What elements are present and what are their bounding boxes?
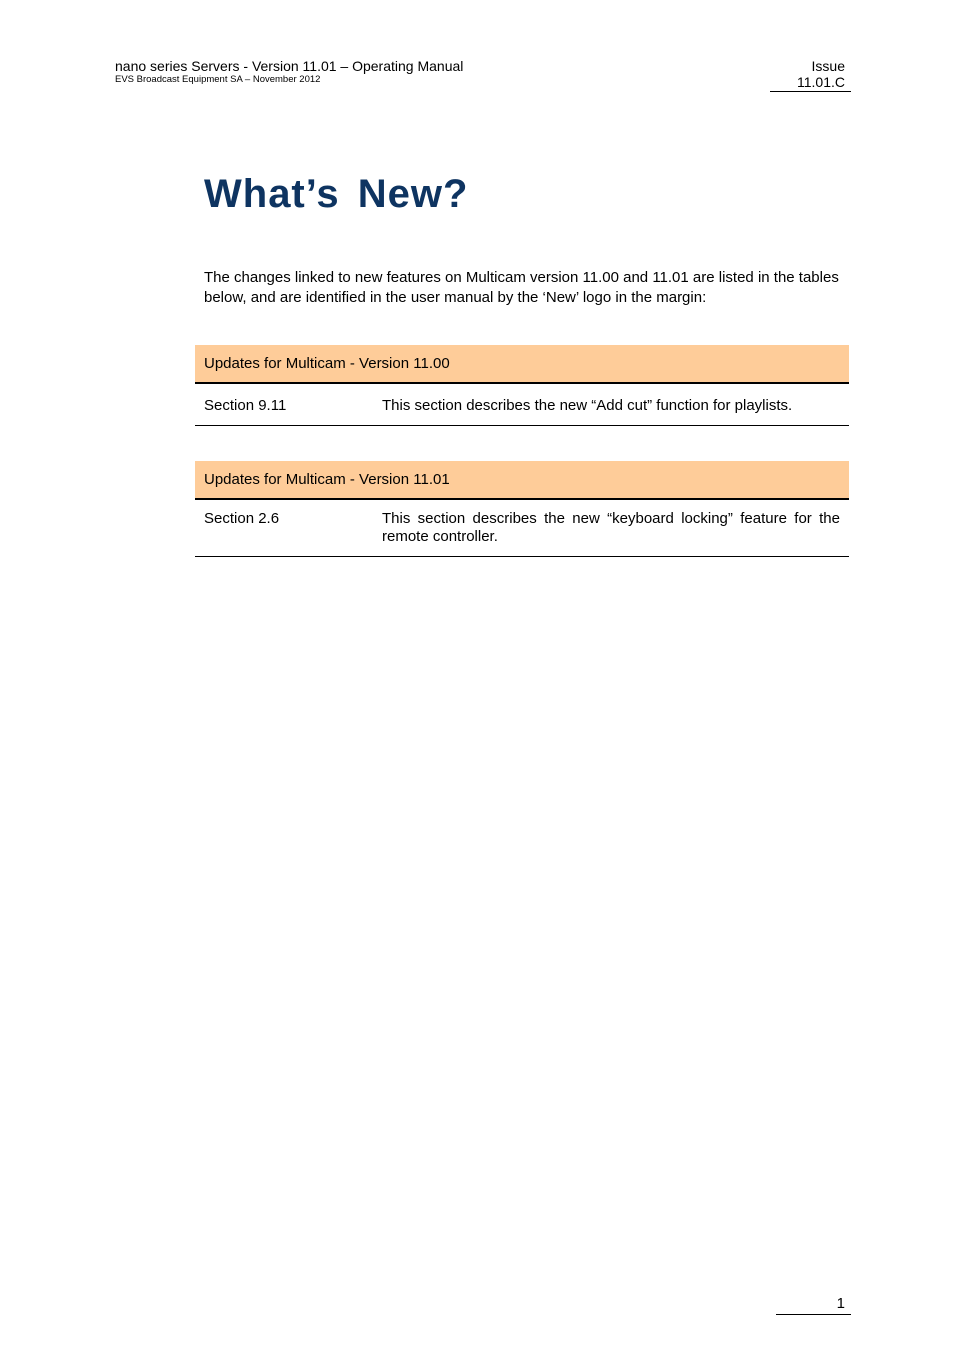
- publisher-line: EVS Broadcast Equipment SA – November 2012: [115, 74, 321, 85]
- page-footer: [776, 1295, 851, 1315]
- table-row: [195, 384, 849, 426]
- table-row: [195, 500, 849, 557]
- section-description: This section describes the new “Add cut” function for playlists.: [382, 397, 793, 414]
- page-title: What’s New?: [204, 172, 469, 216]
- table-heading: Updates for Multicam - Version 11.01: [195, 461, 849, 500]
- updates-table-11-01: [195, 461, 849, 557]
- issue-label: Issue: [811, 58, 845, 74]
- updates-table-11-00: [195, 345, 849, 426]
- intro-paragraph: The changes linked to new features on Multicam version 11.00 and 11.01 are listed in the tables below, and are identified in the user manual by the ‘New’ logo in the margin:: [204, 269, 839, 306]
- page-number: 1: [836, 1295, 845, 1312]
- issue-block: [770, 58, 851, 92]
- manual-title: nano series Servers - Version 11.01 – Operating Manual: [115, 58, 464, 74]
- section-reference: Section 9.11: [204, 397, 287, 414]
- running-header: [115, 58, 463, 86]
- section-description: This section describes the new “keyboard locking” feature for the remote controller.: [382, 510, 840, 545]
- section-reference: Section 2.6: [204, 510, 280, 527]
- table-heading: Updates for Multicam - Version 11.00: [195, 345, 849, 384]
- issue-number: 11.01.C: [797, 74, 845, 90]
